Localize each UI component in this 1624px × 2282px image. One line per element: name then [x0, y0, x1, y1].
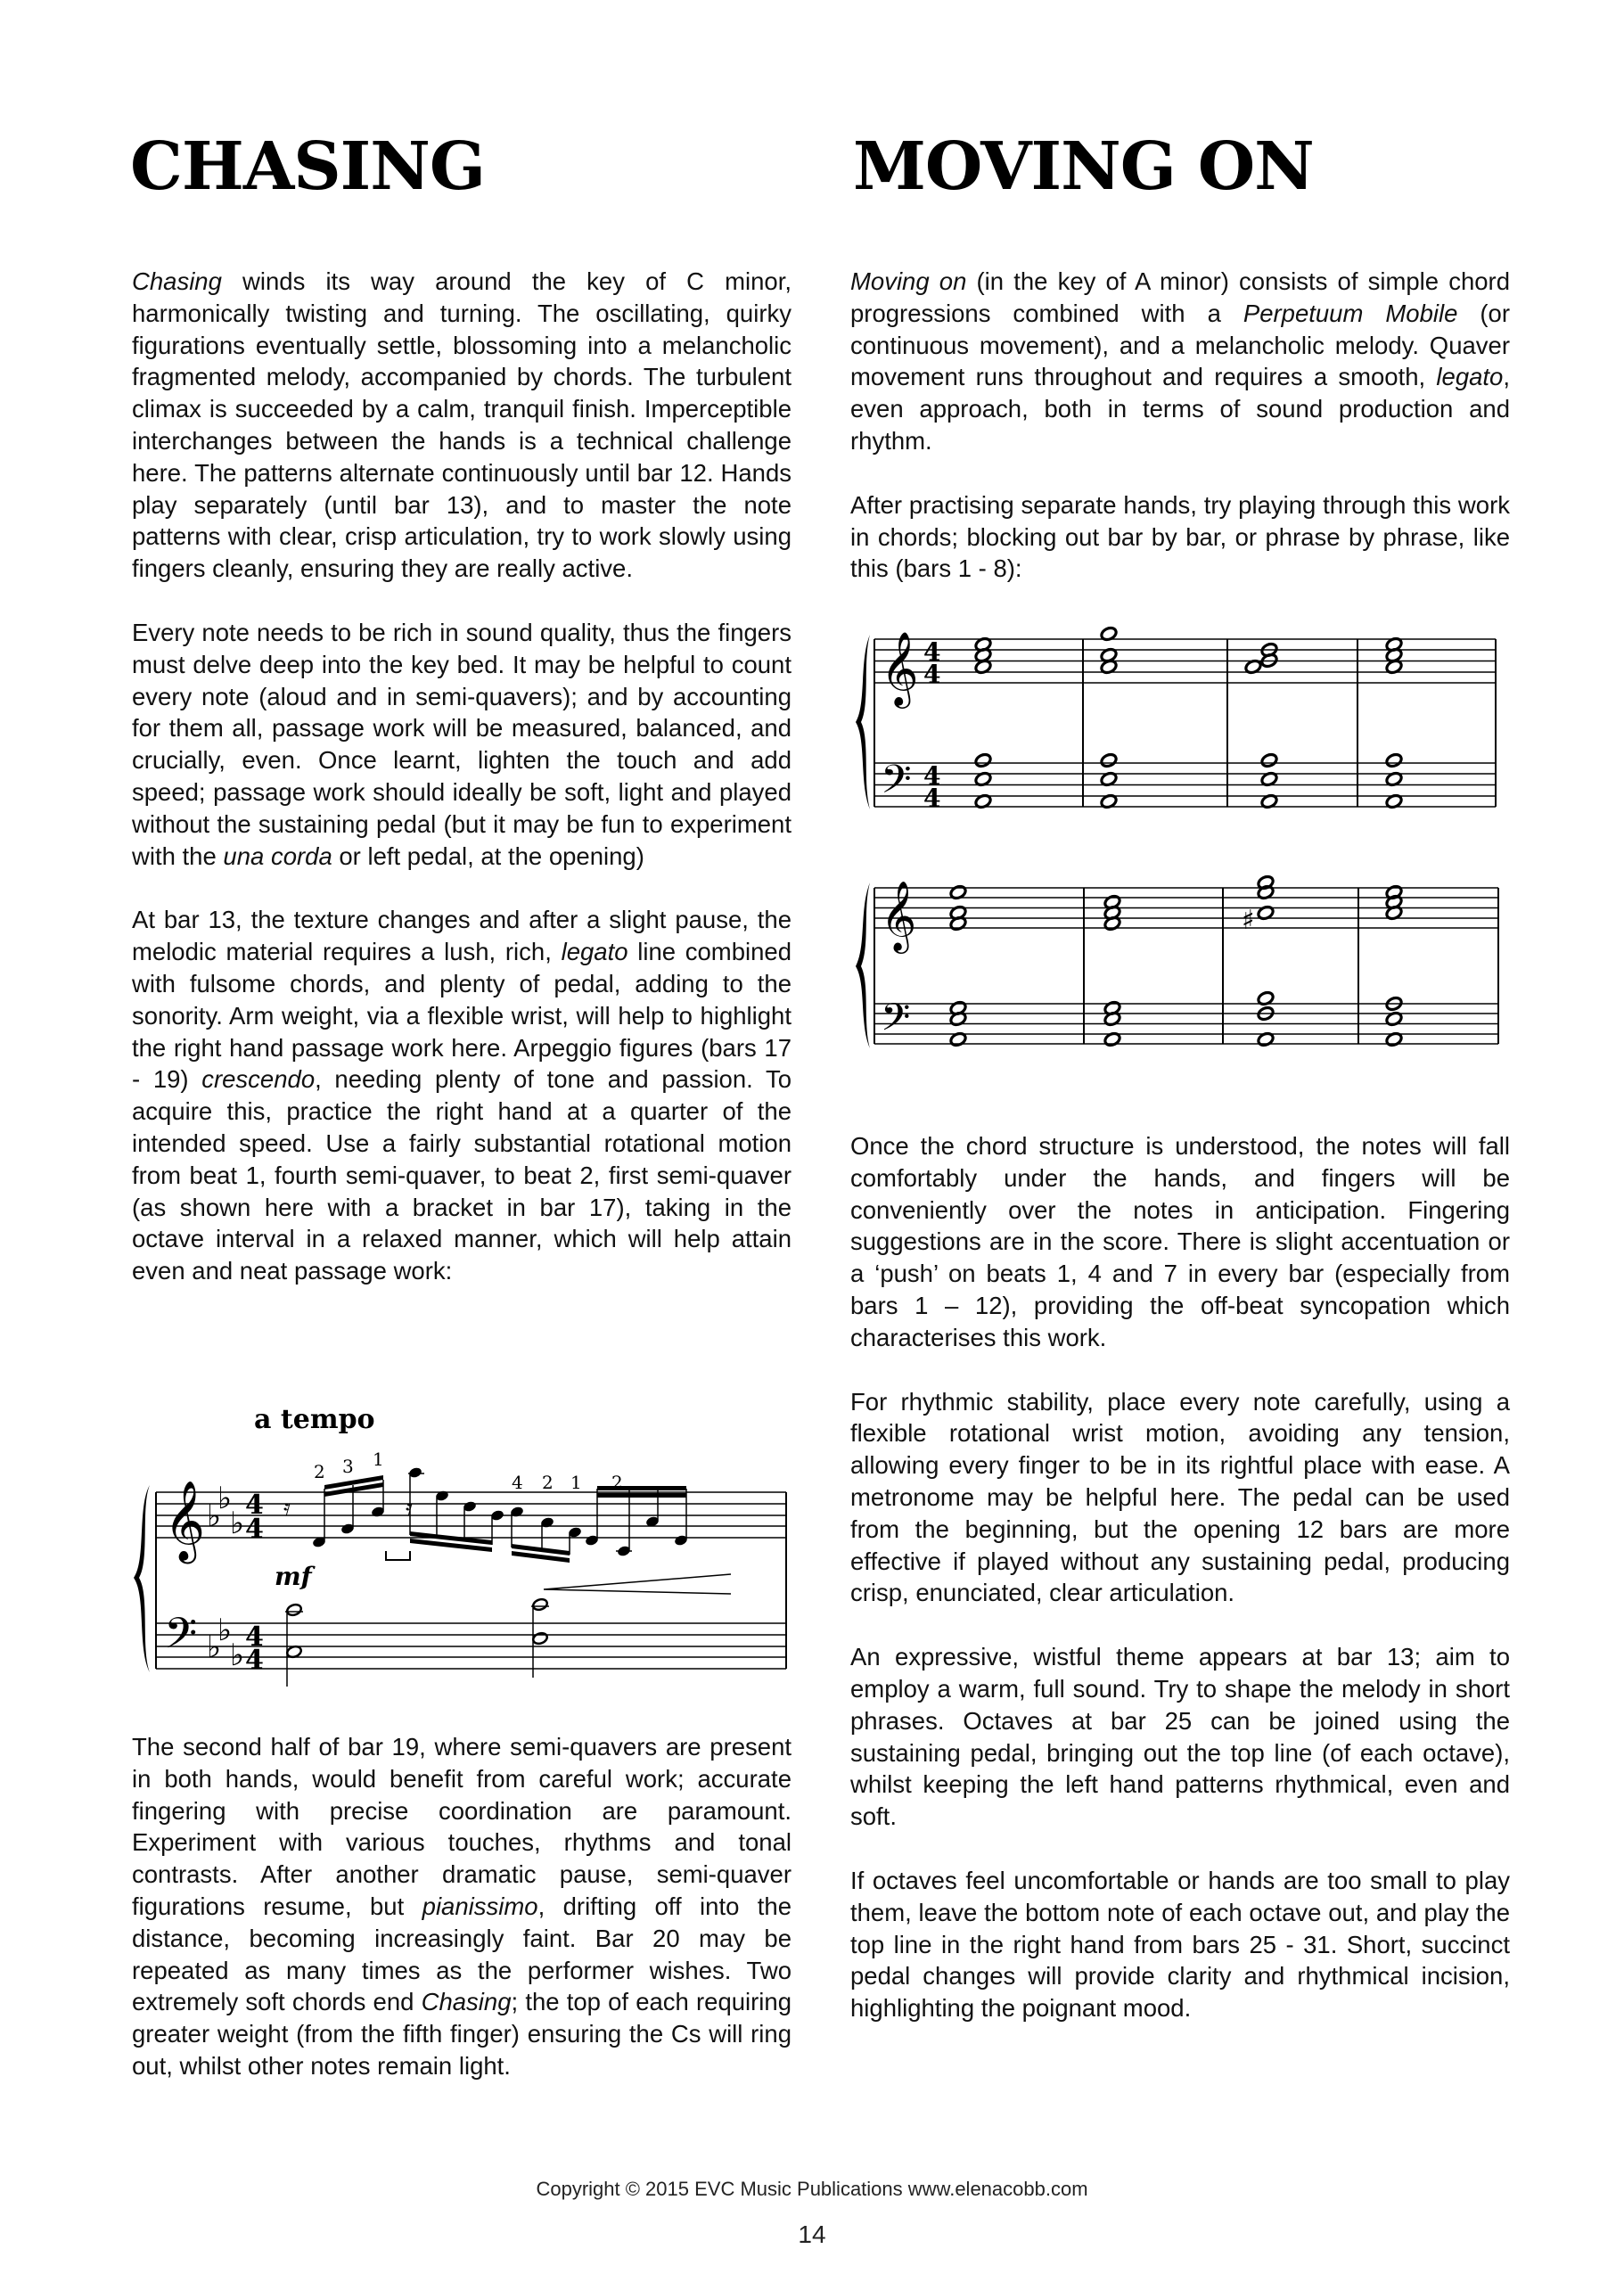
brace-icon: [856, 635, 870, 809]
bracket-icon: [386, 1551, 410, 1560]
title-moving-on: MOVING ON: [853, 128, 1314, 205]
left-column-text-top: [132, 266, 791, 1287]
chasing-paragraph-4: The second half of bar 19, where semi-quavers are present in both hands, would benefit from careful work; accurate fingering with precise coordination are paramount. Experiment with various touches, rhythms and tonal contrasts. After another dramatic pause, semi-quaver figurations resume, but pianissimo, drifting off into the distance, becoming increasingly faint. Bar 20 may be repeated as many times as the performer wishes. Two extremely soft chords end Chasing; the top of each requiring greater weight (from the fifth finger) ensuring the Cs will ring out, whilst other notes remain light.: [132, 1733, 792, 2080]
moving-on-paragraph-1: Moving on (in the key of A minor) consists of simple chord progressions combined with a Perpetuum Mobile (or continuous movement), and a melancholic melody. Quaver movement runs throughout and requires a smooth, legato, even approach, both in terms of sound production and rhythm.: [850, 267, 1510, 455]
title-chasing: CHASING: [130, 128, 486, 205]
svg-text:4: 4: [923, 761, 941, 791]
moving-on-chord-score: [847, 615, 1524, 1079]
treble-clef-icon: 𝄞: [881, 630, 919, 705]
brace-icon: [856, 882, 870, 1048]
svg-text:3: 3: [342, 1456, 354, 1477]
svg-text:4: 4: [245, 1621, 264, 1653]
key-signature-flats: [207, 1481, 244, 1673]
chords-bar-7: [1242, 874, 1275, 1047]
svg-text:2: 2: [611, 1472, 623, 1493]
copyright-notice: Copyright © 2015 EVC Music Publications www.elenacobb.com: [536, 2178, 1088, 2200]
svg-text:4: 4: [245, 1514, 264, 1545]
moving-on-paragraph-3: Once the chord structure is understood, the notes will fall comfortably under the hands, and fingers will be conveniently over the notes in anticipation. Fingering suggestions are in the score. There is slight accentuation or a ‘push’ on beats 1, 4 and 7 in every bar (especially from bars 1 – 12), providing the off-beat syncopation which characterises this work.: [850, 1132, 1510, 1351]
chords-bar-8: [1385, 884, 1403, 1047]
bass-half-notes: [285, 1597, 549, 1687]
time-signature: [923, 637, 940, 813]
svg-text:4: 4: [245, 1645, 264, 1676]
left-column-text-bottom: [132, 1731, 791, 2082]
svg-text:2: 2: [542, 1472, 554, 1493]
tempo-marking: a tempo: [254, 1404, 375, 1435]
treble-clef-icon: 𝄞: [164, 1481, 206, 1561]
bass-clef-icon: 𝄢: [164, 1608, 198, 1669]
time-signature: [245, 1490, 264, 1676]
rest-icon: 𝄿: [283, 1495, 291, 1522]
svg-text:2: 2: [314, 1461, 325, 1482]
dynamic-marking: mf: [275, 1562, 312, 1591]
chasing-paragraph-3: At bar 13, the texture changes and after a slight pause, the melodic material requires a lush, rich, legato line combined with fulsome chords, and plenty of pedal, adding to the sonority. Arm weight, via a flexible wrist, will help to highlight the right hand passage work here. Arpeggio figures (bars 17 - 19) crescendo, needing plenty of tone and passion. To acquire this, practice the right hand at a quarter of the intended speed. Use a fairly substantial rotational motion from beat 1, fourth semi-quaver, to beat 2, first semi-quaver (as shown here with a bracket in bar 17), taking in the octave interval in a relaxed manner, which will help attain even and neat passage work:: [132, 906, 791, 1285]
svg-text:4: 4: [923, 784, 941, 813]
treble-clef-icon: 𝄞: [881, 881, 917, 951]
page-number: 14: [798, 2220, 826, 2248]
bass-clef-icon: 𝄢: [881, 996, 911, 1049]
semiquaver-group-4: [585, 1486, 689, 1557]
chord-system-1: [856, 626, 1496, 813]
chords-bar-4: [1385, 636, 1403, 809]
moving-on-paragraph-5: An expressive, wistful theme appears at bar 13; aim to employ a warm, full sound. Try to shape the melody in short phrases. Octaves at bar 25 can be joined using the sustaining pedal, bringing out the top line (of each octave), whilst keeping the left hand patterns rhythmical, even and soft.: [850, 1643, 1510, 1831]
chords-bar-5: [949, 884, 967, 1047]
rest-icon: 𝄿: [406, 1495, 413, 1522]
svg-text:1: 1: [373, 1449, 384, 1470]
svg-text:♭: ♭: [207, 1498, 222, 1534]
sharp-icon: ♯: [1242, 905, 1255, 936]
svg-text:♭: ♭: [230, 1638, 245, 1673]
svg-text:4: 4: [923, 637, 941, 667]
chords-bar-1: [974, 636, 992, 809]
svg-text:♭: ♭: [217, 1481, 233, 1516]
chasing-paragraph-1: Chasing winds its way around the key of C minor, harmonically twisting and turning. The oscillating, quirky figurations eventually settle, blossoming into a melancholic fragmented melody, accompanied by chords. The turbulent climax is succeeded by a calm, tranquil finish. Imperceptible interchanges between the hands is a technical challenge here. The patterns alternate continuously until bar 12. Hands play separately (until bar 13), and to master the note patterns with clear, crisp articulation, try to work slowly using fingers cleanly, ensuring they are really active.: [132, 267, 791, 583]
svg-text:4: 4: [245, 1490, 264, 1521]
svg-text:♭: ♭: [217, 1613, 233, 1648]
chasing-paragraph-2: Every note needs to be rich in sound quality, thus the fingers must delve deep into the key bed. It may be helpful to count every note (aloud and in semi-quavers); and by accounting for them all, passage work will be measured, balanced, and crucially, even. Once learnt, lighten the touch and add speed; passage work should ideally be soft, light and played without the sustaining pedal (but it may be fun to experiment with the una corda or left pedal, at the opening): [132, 618, 791, 870]
svg-text:4: 4: [512, 1472, 523, 1493]
moving-on-paragraph-2: After practising separate hands, try playing through this work in chords; blocking out bar by bar, or phrase by phrase, like this (bars 1 - 8):: [850, 490, 1510, 583]
svg-text:♭: ♭: [207, 1629, 222, 1665]
semiquaver-group-3: [510, 1506, 583, 1563]
semiquaver-group-2: [386, 1466, 504, 1560]
right-column-text-bottom: [850, 1130, 1510, 2024]
chords-bar-2: [1100, 626, 1118, 809]
chasing-score-excerpt: [125, 1400, 802, 1694]
svg-text:♭: ♭: [230, 1506, 245, 1541]
moving-on-paragraph-6: If octaves feel uncomfortable or hands are too small to play them, leave the bottom note of each octave out, and play the top line in the right hand from bars 25 - 31. Short, succinct pedal changes will provide clarity and rhythmical incision, highlighting the poignant mood.: [850, 1866, 1510, 2023]
moving-on-paragraph-4: For rhythmic stability, place every note carefully, using a flexible rotational wrist motion, avoiding any tension, allowing every finger to be in its rightful place with ease. A metronome may be helpful here. The pedal can be used from the beginning, but the opening 12 bars are more effective if played without any sustaining pedal, producing crisp, enunciated, clear articulation.: [850, 1387, 1510, 1607]
right-column-text-top: [850, 266, 1510, 585]
chord-system-2: [856, 874, 1498, 1049]
svg-text:1: 1: [570, 1472, 582, 1493]
bass-clef-icon: 𝄢: [881, 756, 912, 812]
decrescendo-hairpin: [544, 1574, 731, 1594]
brace-icon: [134, 1485, 150, 1672]
svg-text:4: 4: [923, 660, 941, 689]
